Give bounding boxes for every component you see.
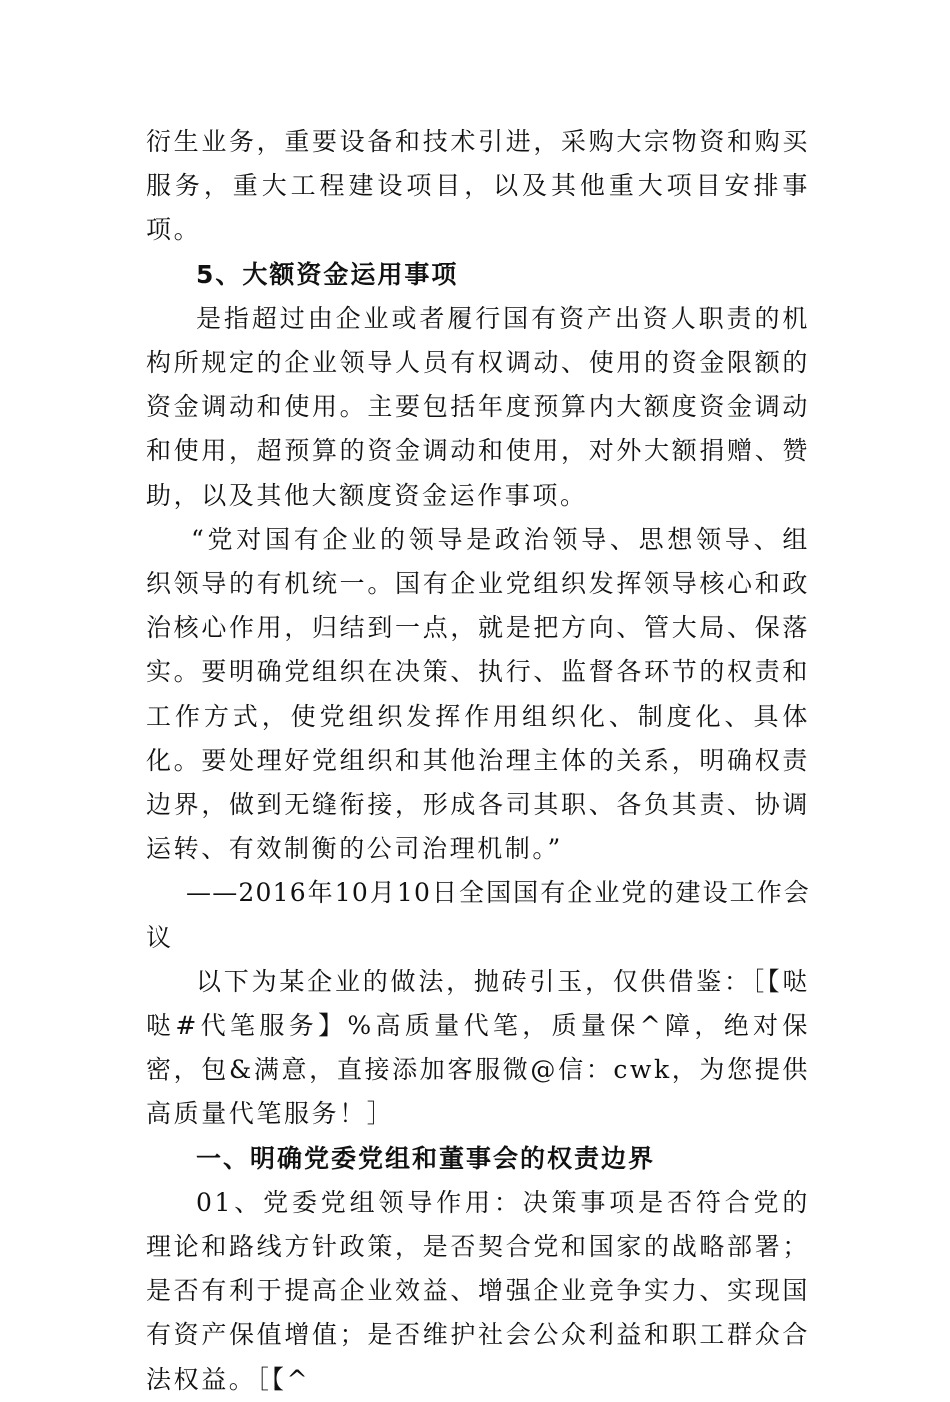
paragraph-party-leadership-role: 01、党委党组领导作用：决策事项是否符合党的理论和路线方针政策，是否契合党和国家的战略部署；是否有利于提高企业效益、增强企业竞争实力、实现国有资产保值增值；是否维护社会公众利益和职工群众合法权益。［【^ bbox=[146, 1187, 810, 1394]
quote-paragraph: “党对国有企业的领导是政治领导、思想领导、组织领导的有机统一。国有企业党组织发挥领导核心和政治核心作用，归结到一点，就是把方向、管大局、保落实。要明确党组织在决策、执行、监督各环节的权责和工作方式，使党组织发挥作用组织化、制度化、具体化。要处理好党组织和其他治理主体的关系，明确权责边界，做到无缝衔接，形成各司其职、各负其责、协调运转、有效制衡的公司治理机制。” bbox=[146, 524, 810, 864]
document-body bbox=[146, 120, 810, 1402]
quote-source: ——2016年10月10日全国国有企业党的建设工作会议 bbox=[146, 878, 810, 952]
paragraph-example-intro: 以下为某企业的做法，抛砖引玉，仅供借鉴：［【哒哒#代笔服务】%高质量代笔，质量保^障，绝对保密，包&满意，直接添加客服微@信：cwk，为您提供高质量代笔服务！］ bbox=[146, 966, 810, 1129]
paragraph-continued-items: 衍生业务，重要设备和技术引进，采购大宗物资和购买服务，重大工程建设项目，以及其他重大项目安排事项。 bbox=[146, 127, 810, 245]
section-heading-large-funds: 5、大额资金运用事项 bbox=[196, 259, 459, 289]
section-heading-boundaries: 一、明确党委党组和董事会的权责边界 bbox=[196, 1143, 656, 1173]
paragraph-large-funds-definition: 是指超过由企业或者履行国有资产出资人职责的机构所规定的企业领导人员有权调动、使用的资金限额的资金调动和使用。主要包括年度预算内大额度资金调动和使用，超预算的资金调动和使用，对外大额捐赠、赞助，以及其他大额度资金运作事项。 bbox=[146, 303, 810, 510]
